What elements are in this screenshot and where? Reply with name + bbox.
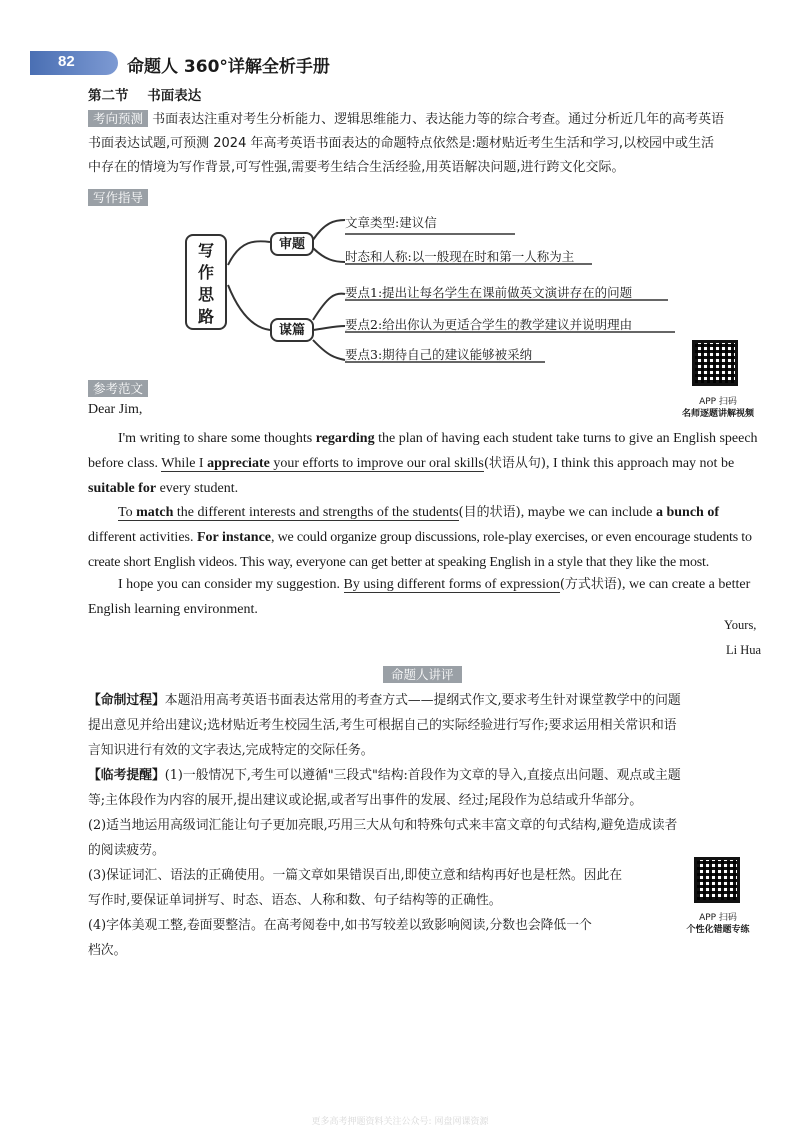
qr-code-icon[interactable] [692, 340, 738, 386]
forecast-line-2: 书面表达试题,可预测 2024 年高考英语书面表达的命题特点依然是:题材贴近考生生活和学习,以校园中或生活 [88, 136, 714, 151]
forecast-line-3: 中存在的情境为写作背景,可写性强,需要考生结合生活经验,用英语解决问题,进行跨文化交际。 [88, 160, 625, 175]
section-name: 书面表达 [147, 88, 202, 104]
book-title: 命题人 360°详解全析手册 [127, 57, 330, 77]
mind-map-item: 时态和人称:以一般现在时和第一人称为主 [345, 249, 575, 264]
mind-map-branch-plan: 谋篇 [270, 318, 314, 342]
mind-map-root: 写作思路 [185, 234, 227, 330]
commentary-body: 【命制过程】本题沿用高考英语书面表达常用的考查方式——提纲式作文,要求考生针对课堂教学中的问题 提出意见并给出建议;选材贴近考生校园生活,考生可根据自己的实际经验进行写作;要求运用相关常识和语 言知识进行有效的文字表达,完成特定的交际任务。 【临考提醒】(1)一般情况下,考生可以遵循"三段式"结构:首段作为文章的导入,直接点出问题、观点或主题 等;主体段作为内容的展开,提出建议或论据,或者写出事件的发展、经过;尾段作为总结或升华部分。 (2)适当地运用高级词汇能让句子更加亮眼,巧用三大从句和特殊句式来丰富文章的句式结构,避免造成读者 的阅读疲劳。 (3)保证词汇、语法的正确使用。一篇文章如果错误百出,即使立意和结构再好也是枉然。因此在 写作时,要保证单词拼写、时态、语态、人称和数、句子结构等的正确性。 (4)字体美观工整,卷面要整洁。在高考阅卷中,如书写较差以致影响阅读,分数也会降低一个 档次。 [88, 693, 681, 958]
commentary-tag: 命题人讲评 [383, 666, 462, 683]
model-tag: 参考范文 [88, 380, 148, 397]
section-title [88, 84, 201, 104]
forecast-tag: 考向预测 [88, 110, 148, 127]
forecast-block [88, 107, 788, 180]
footer-watermark: 更多高考押题资料关注公众号: 网盘网课资源 [311, 1117, 489, 1127]
page-number: 82 [58, 53, 75, 70]
letter-greeting: Dear Jim, [88, 402, 143, 417]
qr-code-icon[interactable] [694, 857, 740, 903]
guide-tag: 写作指导 [88, 189, 148, 206]
qr-caption-1: APP 扫码 名师逐题讲解视频 [681, 397, 754, 419]
mind-map-item: 要点3:期待自己的建议能够被采纳 [345, 347, 533, 362]
forecast-line-1: 书面表达注重对考生分析能力、逻辑思维能力、表达能力等的综合考查。通过分析近几年的高考英语 [152, 112, 725, 127]
qr-caption-2: APP 扫码 个性化错题专练 [686, 913, 750, 935]
letter-paragraph-2: To match the different interests and strengths of the students(目的状语), maybe we can include a bunch of different activities. For instance, we could organize group discussions, role-play exercises, or even encourage students to create short English videos. This way, everyone can get better at speaking English in a style that they like the most. [88, 505, 752, 570]
mind-map-item: 要点2:给出你认为更适合学生的教学建议并说明理由 [345, 317, 633, 332]
mind-map-item: 要点1:提出让每名学生在课前做英文演讲存在的问题 [345, 285, 633, 300]
section-number: 第二节 [88, 88, 129, 104]
letter-paragraph-3: I hope you can consider my suggestion. By using different forms of expression(方式状语), we can create a better English learning environment. [88, 577, 751, 617]
letter-paragraph-1: I'm writing to share some thoughts regarding the plan of having each student take turns to give an English speech before class. While I appreciate your efforts to improve our oral skills(状语从句), I think this approach may not be suitable for every student. [88, 431, 758, 496]
mind-map-branch-review: 审题 [270, 232, 314, 256]
mind-map-item: 文章类型:建议信 [345, 215, 437, 230]
letter-closing: Yours, [724, 618, 757, 632]
letter-signature: Li Hua [726, 643, 762, 657]
